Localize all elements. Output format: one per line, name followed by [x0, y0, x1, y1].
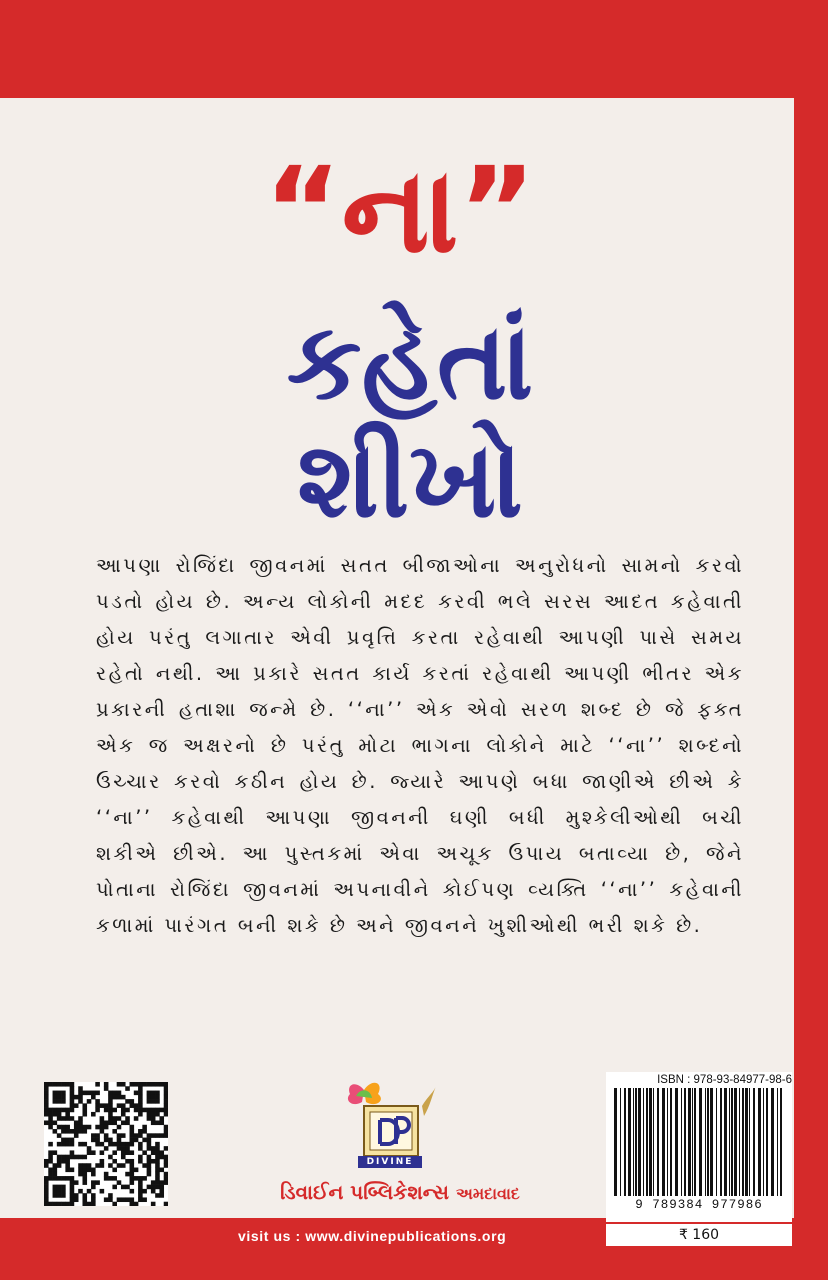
publisher-name [210, 1174, 590, 1212]
divine-logo-icon [342, 1076, 438, 1168]
logo-wordmark: DIVINE [358, 1156, 422, 1168]
title-line-2: કહેતાં [286, 300, 534, 423]
title-quoted-word: “ના” [264, 141, 536, 279]
top-red-band [0, 0, 828, 98]
back-cover-blurb: આપણા રોજિંદા જીવનમાં સતત બીજાઓના અનુરોધનો સામનો કરવો પડતો હોય છે. અન્ય લોકોની મદદ કરવી ભલે સરસ આદત કહેવાતી હોય પરંતુ લગાતાર એવી પ્રવૃત્તિ કરતા રહેવાથી આપણી પાસે સમય રહેતો નથી. આ પ્રકારે સતત કાર્ય કરતાં રહેવાથી આપણી ભીતર એક પ્રકારની હતાશા જન્મે છે. ‘‘ના’’ એક એવો સરળ શબ્દ છે જે ફક્ત એક જ અક્ષરનો છે પરંતુ મોટા ભાગના લોકોને માટે ‘‘ના’’ શબ્દનો ઉચ્ચાર કરવો કઠીન હોય છે. જ્યારે આપણે બધા જાણીએ છીએ કે ‘‘ના’’ કહેવાથી આપણા જીવનની ઘણી બધી મુશ્કેલીઓથી બચી શકીએ છીએ. આ પુસ્તકમાં એવા અચૂક ઉપાય બતાવ્યા છે, જેને પોતાના રોજિંદા જીવનમાં અપનાવીને કોઈપણ વ્યક્તિ ‘‘ના’’ કહેવાની કળામાં પારંગત બની શકે છે અને જીવનને ખુશીઓથી ભરી શકે છે. [96, 554, 744, 937]
title-line-3: શીખો [297, 418, 523, 541]
barcode-number: 9 789384 977986 [635, 1198, 763, 1212]
qr-code-icon [44, 1082, 168, 1206]
price-label: ₹ 160 [606, 1224, 792, 1246]
publisher-city: અમદાવાદ [455, 1184, 520, 1203]
isbn-label: ISBN : 978-93-84977-98-6 [657, 1074, 792, 1086]
barcode-icon [612, 1088, 788, 1196]
publisher-title: ડિવાઈન પબ્લિકેશન્સ [280, 1180, 450, 1204]
publisher-website[interactable]: visit us : www.divinepublications.org [238, 1228, 507, 1244]
spine-red-band [794, 0, 828, 1280]
